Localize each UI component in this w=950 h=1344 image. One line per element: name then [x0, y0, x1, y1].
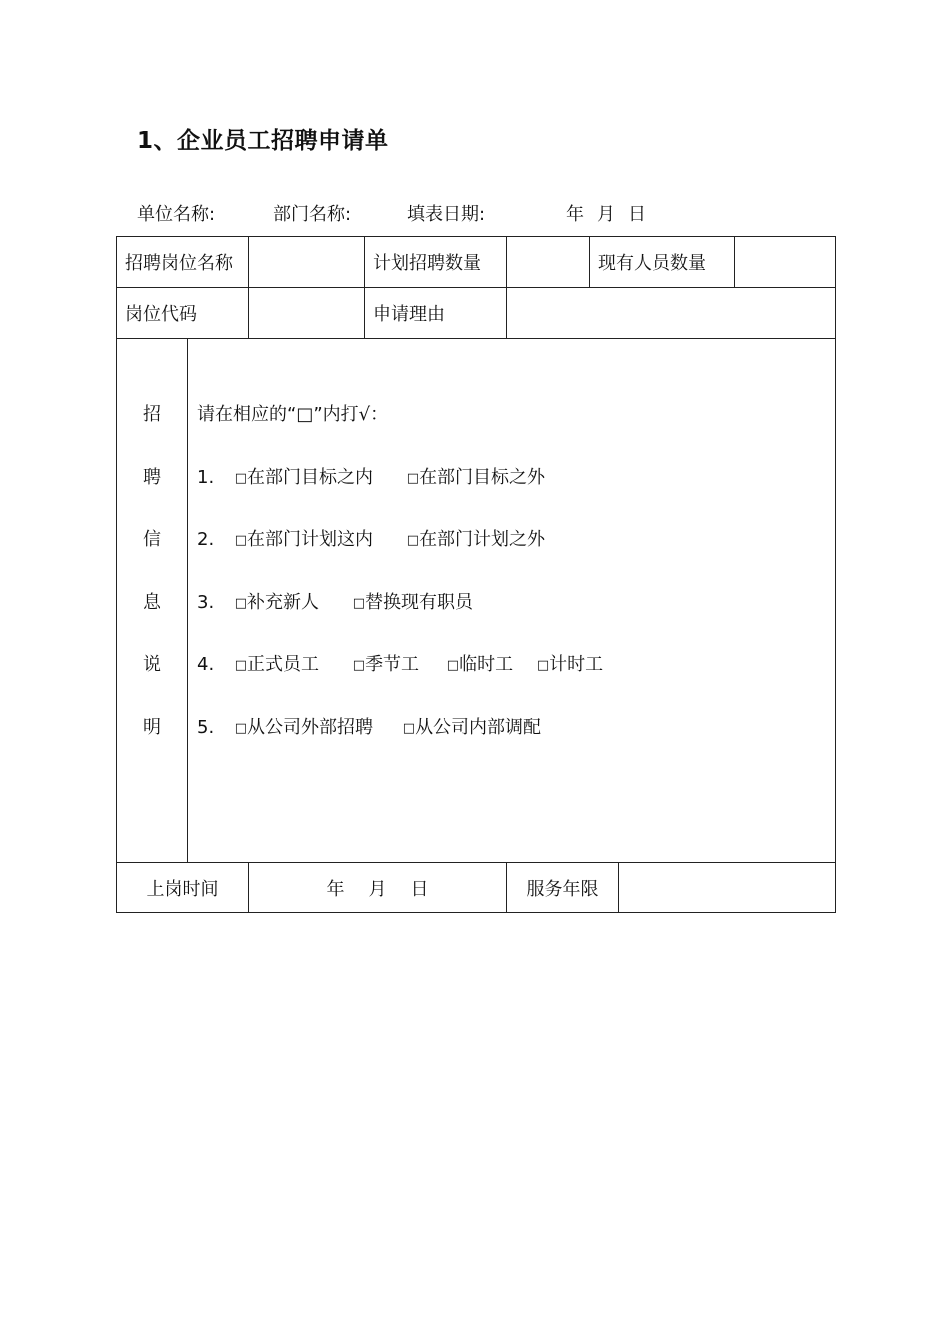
option-line-4 [197, 652, 835, 715]
option-label: 正式员工 [247, 654, 320, 675]
table-row [117, 863, 836, 913]
reason-label: 申请理由 [365, 288, 507, 339]
planned-count-label: 计划招聘数量 [365, 237, 507, 288]
start-day: 日 [410, 878, 429, 900]
option-label: 替换现有职员 [365, 591, 474, 613]
option-label: 从公司内部调配 [415, 716, 542, 738]
checkbox-icon: □ [402, 720, 416, 736]
recruitment-form-table [116, 236, 836, 913]
info-side-label [117, 339, 188, 863]
checkbox-icon: □ [406, 470, 420, 486]
option-label: 计时工 [549, 654, 604, 675]
header-year: 年 [566, 204, 584, 225]
form-title: 1、企业员工招聘申请单 [137, 128, 389, 154]
option-label: 在部门计划之外 [419, 529, 546, 550]
checkbox-icon: □ [446, 658, 460, 673]
option-label: 在部门目标之外 [419, 466, 546, 488]
item-number: 1. [197, 466, 215, 488]
checkbox-icon: □ [234, 658, 248, 673]
side-char: 信 [143, 529, 161, 550]
unit-name-label: 单位名称: [137, 204, 216, 225]
option-label: 临时工 [459, 654, 514, 675]
option-checkbox[interactable] [407, 527, 545, 554]
checkbox-icon: □ [234, 533, 248, 548]
position-name-label: 招聘岗位名称 [117, 237, 249, 288]
start-time-label: 上岗时间 [117, 863, 249, 913]
checkbox-icon: □ [234, 470, 248, 486]
option-label: 季节工 [365, 654, 420, 675]
option-line-1 [197, 465, 835, 528]
option-checkbox[interactable] [447, 652, 513, 679]
checkbox-icon: □ [536, 658, 550, 673]
service-years-label: 服务年限 [507, 863, 619, 913]
start-date-field[interactable] [249, 863, 507, 913]
item-number: 4. [197, 654, 215, 675]
option-checkbox[interactable] [235, 590, 319, 617]
checkbox-icon: □ [234, 720, 248, 736]
position-code-label: 岗位代码 [117, 288, 249, 339]
checkbox-icon: □ [234, 595, 248, 611]
option-checkbox[interactable] [403, 715, 541, 742]
option-label: 在部门目标之内 [247, 466, 374, 488]
service-years-field[interactable] [619, 863, 836, 913]
side-char: 息 [143, 591, 161, 613]
option-checkbox[interactable] [407, 465, 545, 492]
instruction-text: 请在相应的“□”内打√： [197, 404, 389, 425]
department-name-label: 部门名称: [273, 204, 352, 225]
table-row [117, 288, 836, 339]
option-checkbox[interactable] [353, 652, 419, 679]
table-row [117, 339, 836, 863]
current-count-field[interactable] [735, 237, 836, 288]
item-number: 5. [197, 716, 215, 738]
item-number: 3. [197, 591, 215, 613]
option-label: 从公司外部招聘 [247, 716, 374, 738]
fill-date-label: 填表日期: [407, 204, 486, 225]
checkbox-icon: □ [352, 595, 366, 611]
option-line-3 [197, 590, 835, 653]
option-checkbox[interactable] [235, 652, 319, 679]
option-checkbox[interactable] [537, 652, 603, 679]
reason-field[interactable] [507, 288, 836, 339]
side-char: 明 [143, 716, 161, 738]
current-count-label: 现有人员数量 [590, 237, 735, 288]
option-checkbox[interactable] [235, 715, 373, 742]
header-month: 月 [597, 204, 615, 225]
start-month: 月 [368, 878, 387, 900]
position-code-field[interactable] [249, 288, 365, 339]
info-content [188, 339, 836, 863]
side-char: 说 [143, 654, 161, 675]
side-char: 招 [143, 404, 161, 425]
option-line-2 [197, 527, 835, 590]
option-checkbox[interactable] [235, 465, 373, 492]
checkbox-icon: □ [406, 533, 420, 548]
option-line-5 [197, 715, 835, 778]
table-row [117, 237, 836, 288]
checkbox-icon: □ [352, 658, 366, 673]
option-label: 补充新人 [247, 591, 320, 613]
header-day: 日 [628, 204, 646, 225]
option-label: 在部门计划这内 [247, 529, 374, 550]
item-number: 2. [197, 529, 215, 550]
option-checkbox[interactable] [235, 527, 373, 554]
planned-count-field[interactable] [507, 237, 590, 288]
start-year: 年 [326, 878, 345, 900]
option-checkbox[interactable] [353, 590, 473, 617]
side-char: 聘 [143, 466, 161, 488]
position-name-field[interactable] [249, 237, 365, 288]
